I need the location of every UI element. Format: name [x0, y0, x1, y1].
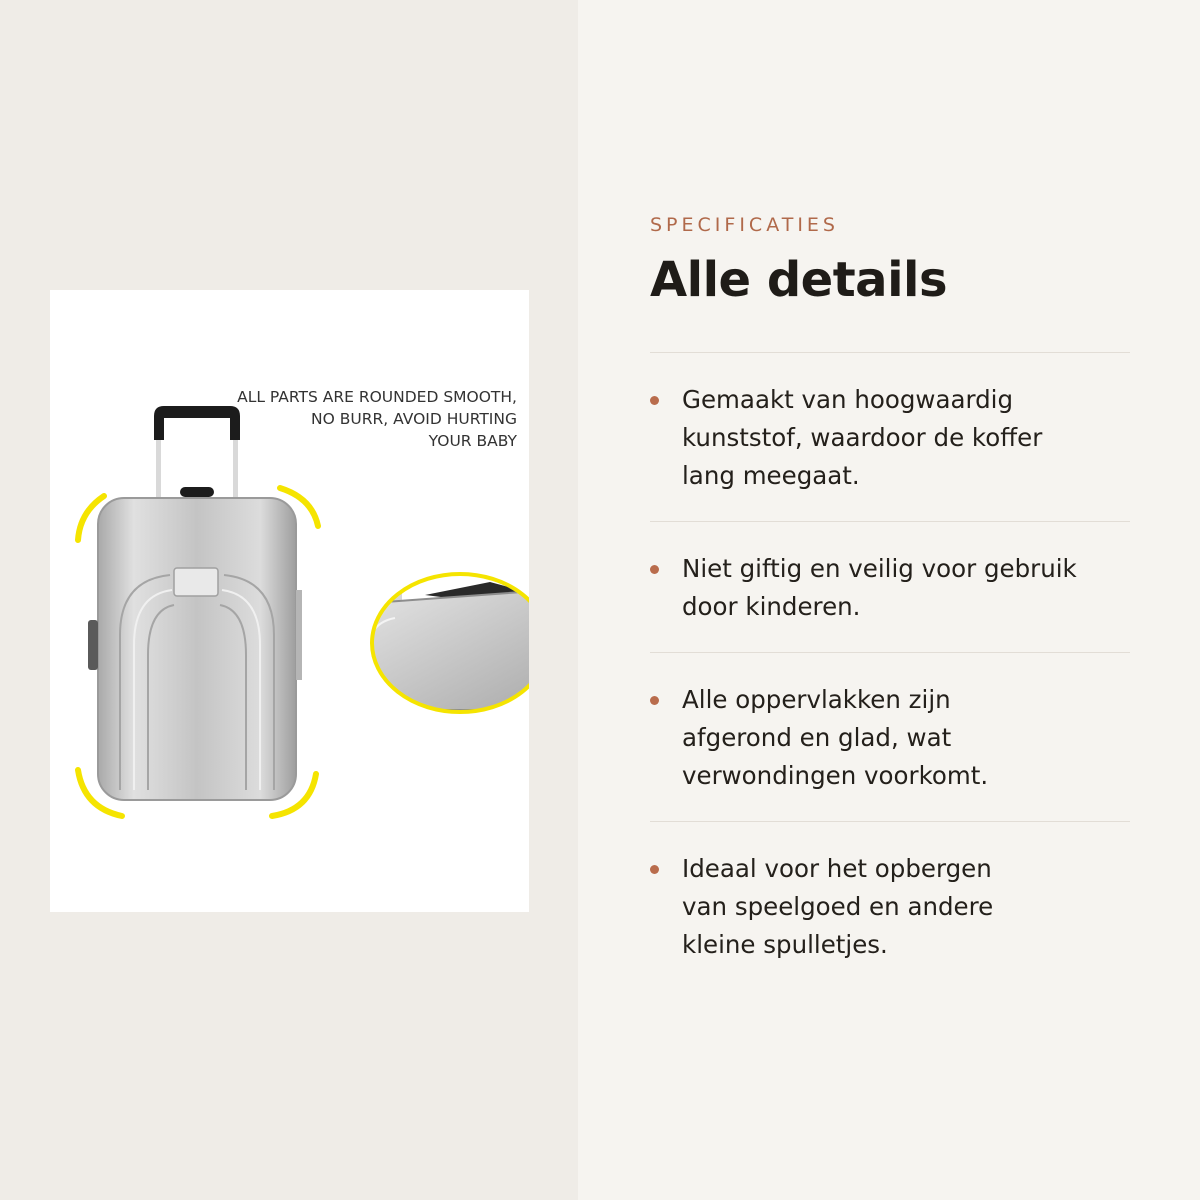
suitcase-illustration [50, 290, 529, 912]
spec-item [650, 352, 1130, 521]
spec-line: Ideaal voor het opbergen [682, 854, 992, 883]
bullet-icon [650, 865, 659, 874]
spec-line: lang meegaat. [682, 461, 860, 490]
photo-caption [177, 386, 517, 452]
spec-text [682, 550, 1102, 626]
bullet-icon [650, 565, 659, 574]
corner-detail-zoom [350, 560, 529, 712]
spec-line: Gemaakt van hoogwaardig [682, 385, 1014, 414]
caption-line: ALL PARTS ARE ROUNDED SMOOTH, [237, 388, 517, 406]
spec-item [650, 521, 1130, 652]
product-photo [50, 290, 529, 912]
spec-line: Niet giftig en veilig voor gebruik [682, 554, 1077, 583]
section-title: Alle details [650, 252, 948, 308]
spec-item [650, 821, 1130, 990]
spec-list [650, 352, 1130, 990]
spec-text [682, 681, 1102, 795]
spec-line: Alle oppervlakken zijn [682, 685, 951, 714]
bullet-icon [650, 396, 659, 405]
section-eyebrow: SPECIFICATIES [650, 214, 839, 236]
left-panel [0, 0, 578, 1200]
spec-item [650, 652, 1130, 821]
specs-panel [650, 0, 1130, 1200]
caption-line: NO BURR, AVOID HURTING [311, 410, 517, 428]
spec-text [682, 850, 1102, 964]
spec-line: door kinderen. [682, 592, 861, 621]
spec-line: kunststof, waardoor de koffer [682, 423, 1043, 452]
spec-line: kleine spulletjes. [682, 930, 888, 959]
spec-line: afgerond en glad, wat [682, 723, 952, 752]
bullet-icon [650, 696, 659, 705]
spec-line: van speelgoed en andere [682, 892, 994, 921]
spec-text [682, 381, 1102, 495]
spec-line: verwondingen voorkomt. [682, 761, 989, 790]
suitcase-body [88, 498, 302, 800]
caption-line: YOUR BABY [428, 432, 517, 450]
